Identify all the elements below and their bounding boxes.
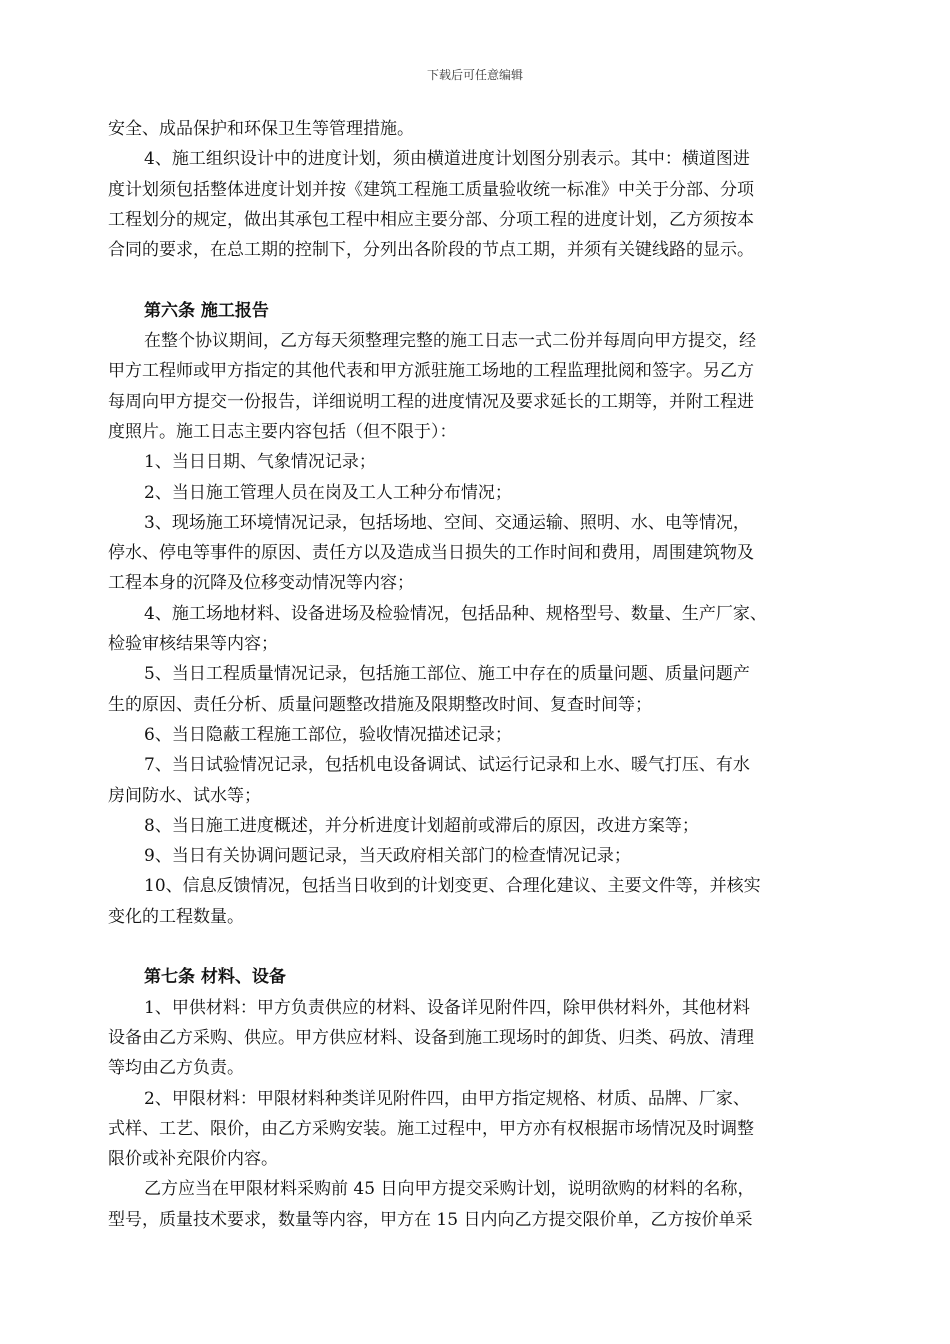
- text-line: 在整个协议期间，乙方每天须整理完整的施工日志一式二份并每周向甲方提交，经: [144, 331, 756, 352]
- text-line: 5、当日工程质量情况记录，包括施工部位、施工中存在的质量问题、质量问题产: [144, 664, 750, 685]
- text-line: 安全、成品保护和环保卫生等管理措施。: [108, 119, 414, 139]
- text-line: 合同的要求，在总工期的控制下，分列出各阶段的节点工期，并须有关键线路的显示。: [108, 240, 754, 261]
- text-line: 生的原因、责任分析、质量问题整改措施及限期整改时间、复查时间等；: [108, 694, 652, 715]
- text-line: 6、当日隐蔽工程施工部位，验收情况描述记录；: [144, 724, 512, 745]
- paragraph-gap: [108, 932, 844, 962]
- page-header: 下载后可任意编辑: [426, 68, 523, 82]
- text-line: 4、施工组织设计中的进度计划，须由横道进度计划图分别表示。其中：横道图进: [144, 149, 750, 170]
- text-line: 限价或补充限价内容。: [108, 1149, 278, 1170]
- document-body: [108, 114, 844, 1235]
- section-heading: 第七条 材料、设备: [144, 967, 286, 988]
- text-line: 甲方工程师或甲方指定的其他代表和甲方派驻施工场地的工程监理批阅和签字。另乙方: [108, 361, 754, 382]
- paragraph-gap: [108, 265, 844, 295]
- text-line: 乙方应当在甲限材料采购前 45 日向甲方提交采购计划，说明欲购的材料的名称，: [144, 1179, 755, 1200]
- text-line: 变化的工程数量。: [108, 906, 244, 927]
- text-line: 房间防水、试水等；: [108, 785, 261, 806]
- text-line: 工程本身的沉降及位移变动情况等内容；: [108, 573, 414, 594]
- text-line: 设备由乙方采购、供应。甲方供应材料、设备到施工现场时的卸货、归类、码放、清理: [108, 1027, 754, 1048]
- section-heading: 第六条 施工报告: [144, 300, 269, 321]
- text-line: 10、信息反馈情况，包括当日收到的计划变更、合理化建议、主要文件等，并核实: [144, 876, 761, 897]
- text-line: 型号，质量技术要求，数量等内容，甲方在 15 日内向乙方提交限价单，乙方按价单采: [108, 1209, 753, 1230]
- text-line: 检验审核结果等内容；: [108, 634, 278, 655]
- text-line: 式样、工艺、限价，由乙方采购安装。施工过程中，甲方亦有权根据市场情况及时调整: [108, 1118, 754, 1139]
- text-line: 度照片。施工日志主要内容包括（但不限于）：: [108, 421, 457, 442]
- text-line: 2、甲限材料：甲限材料种类详见附件四，由甲方指定规格、材质、品牌、厂家、: [144, 1088, 750, 1109]
- text-line: 2、当日施工管理人员在岗及工人工种分布情况；: [144, 482, 512, 503]
- text-line: 3、现场施工环境情况记录，包括场地、空间、交通运输、照明、水、电等情况，: [144, 512, 750, 533]
- text-line: 停水、停电等事件的原因、责任方以及造成当日损失的工作时间和费用，周围建筑物及: [108, 543, 754, 564]
- text-line: 4、施工场地材料、设备进场及检验情况，包括品种、规格型号、数量、生产厂家、: [144, 603, 767, 624]
- text-line: 等均由乙方负责。: [108, 1058, 244, 1079]
- text-line: 8、当日施工进度概述，并分析进度计划超前或滞后的原因，改进方案等；: [144, 815, 699, 836]
- text-line: 1、甲供材料：甲方负责供应的材料、设备详见附件四，除甲供材料外，其他材料: [144, 997, 750, 1018]
- text-line: 度计划须包括整体进度计划并按《建筑工程施工质量验收统一标准》中关于分部、分项: [108, 179, 754, 200]
- text-line: 1、当日日期、气象情况记录；: [144, 452, 376, 473]
- text-line: 7、当日试验情况记录，包括机电设备调试、试运行记录和上水、暖气打压、有水: [144, 755, 750, 776]
- text-line: 每周向甲方提交一份报告，详细说明工程的进度情况及要求延长的工期等，并附工程进: [108, 391, 754, 412]
- text-line: 工程划分的规定，做出其承包工程中相应主要分部、分项工程的进度计划，乙方须按本: [108, 209, 754, 230]
- text-line: 9、当日有关协调问题记录，当天政府相关部门的检查情况记录；: [144, 846, 631, 867]
